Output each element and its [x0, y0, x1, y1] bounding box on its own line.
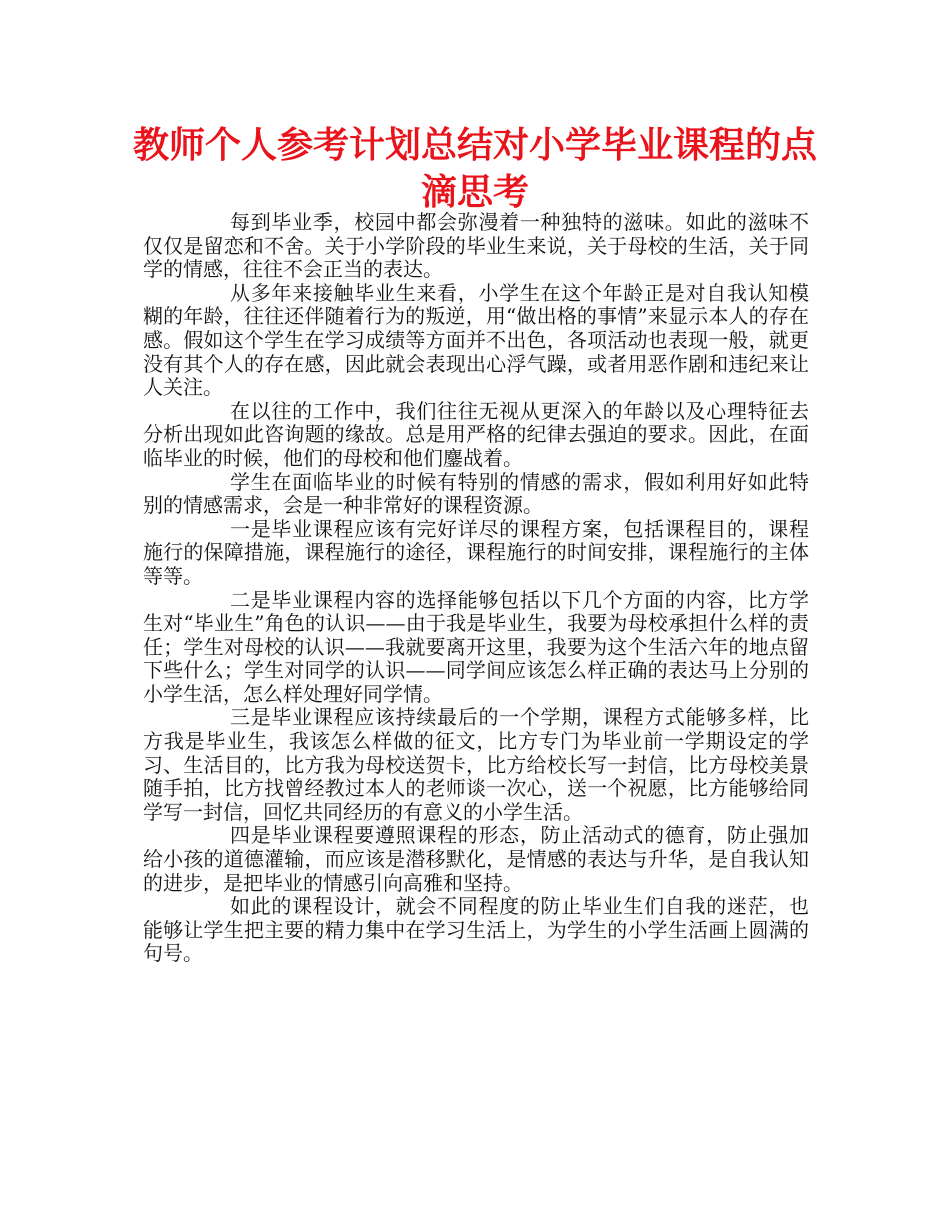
paragraph-8: 四是毕业课程要遵照课程的形态，防止活动式的德育，防止强加给小孩的道德灌输，而应该是潜移默化，是情感的表达与升华，是自我认知的进步，是把毕业的情感引向高雅和坚持。: [143, 823, 809, 895]
paragraph-3: 在以往的工作中，我们往往无视从更深入的年龄以及心理特征去分析出现如此咨询题的缘故。总是用严格的纪律去强迫的要求。因此，在面临毕业的时候，他们的母校和他们鏖战着。: [143, 398, 809, 470]
paragraph-9: 如此的课程设计，就会不同程度的防止毕业生们自我的迷茫，也能够让学生把主要的精力集中在学习生活上，为学生的小学生活画上圆满的句号。: [143, 894, 809, 966]
paragraph-2: 从多年来接触毕业生来看，小学生在这个年龄正是对自我认知模糊的年龄，往往还伴随着行为的叛逆，用“做出格的事情”来显示本人的存在感。假如这个学生在学习成绩等方面并不出色，各项活动也表现一般，就更没有其个人的存在感，因此就会表现出心浮气躁，或者用恶作剧和违纪来让人关注。: [143, 280, 809, 400]
paragraph-5: 一是毕业课程应该有完好详尽的课程方案，包括课程目的，课程施行的保障措施，课程施行的途径，课程施行的时间安排，课程施行的主体等等。: [143, 516, 809, 588]
document-body: [143, 211, 809, 966]
paragraph-6: 二是毕业课程内容的选择能够包括以下几个方面的内容，比方学生对“毕业生”角色的认识——由于我是毕业生，我要为母校承担什么样的责任；学生对母校的认识——我就要离开这里，我要为这个生活六年的地点留下些什么；学生对同学的认识——同学间应该怎么样正确的表达马上分别的小学生活，怎么样处理好同学情。: [143, 587, 809, 706]
paragraph-4: 学生在面临毕业的时候有特别的情感的需求，假如利用好如此特别的情感需求，会是一种非常好的课程资源。: [143, 469, 809, 518]
paragraph-7: 三是毕业课程应该持续最后的一个学期，课程方式能够多样，比方我是毕业生，我该怎么样做的征文，比方专门为毕业前一学期设定的学习、生活目的，比方我为母校送贺卡，比方给校长写一封信，比方母校美景随手拍，比方找曾经教过本人的老师谈一次心，送一个祝愿，比方能够给同学写一封信，回忆共同经历的有意义的小学生活。: [143, 705, 809, 824]
paragraph-1: 每到毕业季，校园中都会弥漫着一种独特的滋味。如此的滋味不仅仅是留恋和不舍。关于小学阶段的毕业生来说，关于母校的生活，关于同学的情感，往往不会正当的表达。: [143, 210, 809, 282]
document-title: 教师个人参考计划总结对小学毕业课程的点滴思考: [132, 125, 817, 213]
